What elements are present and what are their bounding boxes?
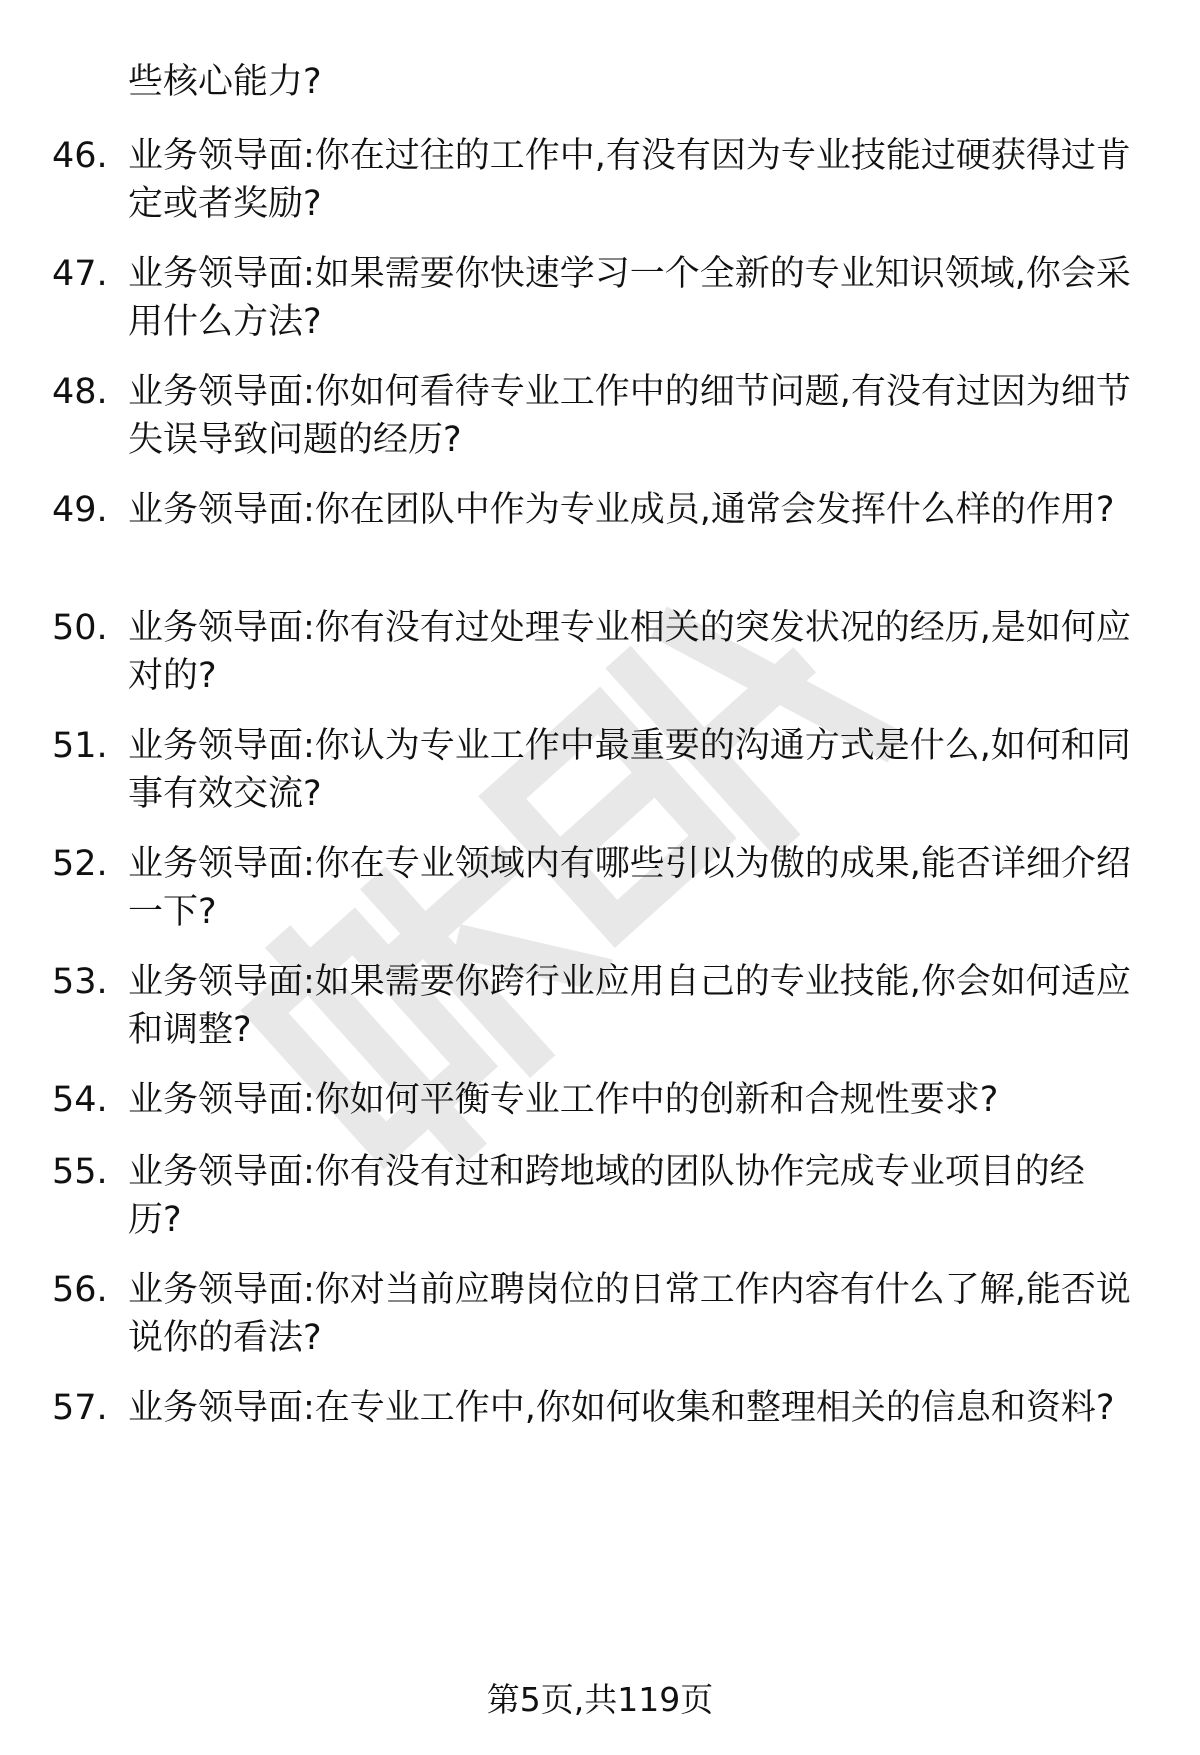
item-number: 51. xyxy=(52,726,108,766)
list-item xyxy=(0,486,1200,586)
list-item xyxy=(0,958,1200,1058)
item-number: 50. xyxy=(52,608,108,648)
item-number: 53. xyxy=(52,962,108,1002)
item-text: 业务领导面:你有没有过和跨地域的团队协作完成专业项目的经历? xyxy=(128,1152,1085,1240)
list-item xyxy=(0,1384,1200,1484)
item-number: 54. xyxy=(52,1080,108,1120)
list-item xyxy=(0,604,1200,704)
item-text: 业务领导面:你在专业领域内有哪些引以为傲的成果,能否详细介绍一下? xyxy=(128,844,1131,932)
item-number: 48. xyxy=(52,372,108,412)
item-number: 56. xyxy=(52,1270,108,1310)
page-number-footer: 第5页,共119页 xyxy=(486,1680,714,1719)
continued-text: 些核心能力? xyxy=(128,62,322,102)
list-item xyxy=(0,1148,1200,1248)
item-text: 业务领导面:如果需要你快速学习一个全新的专业知识领域,你会采用什么方法? xyxy=(128,254,1131,342)
item-number: 52. xyxy=(52,844,108,884)
list-item xyxy=(0,368,1200,468)
item-text: 业务领导面:你如何看待专业工作中的细节问题,有没有过因为细节失误导致问题的经历? xyxy=(128,372,1131,460)
item-text: 业务领导面:你在团队中作为专业成员,通常会发挥什么样的作用? xyxy=(128,490,1115,530)
item-number: 47. xyxy=(52,254,108,294)
item-text: 业务领导面:你如何平衡专业工作中的创新和合规性要求? xyxy=(128,1080,999,1120)
list-item xyxy=(0,132,1200,232)
item-text: 业务领导面:如果需要你跨行业应用自己的专业技能,你会如何适应和调整? xyxy=(128,962,1131,1050)
item-text: 业务领导面:在专业工作中,你如何收集和整理相关的信息和资料? xyxy=(128,1388,1115,1428)
item-number: 55. xyxy=(52,1152,108,1192)
item-number: 49. xyxy=(52,490,108,530)
list-item xyxy=(0,1266,1200,1366)
item-number: 57. xyxy=(52,1388,108,1428)
item-number: 46. xyxy=(52,136,108,176)
list-item xyxy=(0,250,1200,350)
list-item xyxy=(0,840,1200,940)
item-text: 业务领导面:你有没有过处理专业相关的突发状况的经历,是如何应对的? xyxy=(128,608,1131,696)
item-text: 业务领导面:你对当前应聘岗位的日常工作内容有什么了解,能否说说你的看法? xyxy=(128,1270,1131,1358)
item-text: 业务领导面:你在过往的工作中,有没有因为专业技能过硬获得过肯定或者奖励? xyxy=(128,136,1131,224)
item-text: 业务领导面:你认为专业工作中最重要的沟通方式是什么,如何和同事有效交流? xyxy=(128,726,1131,814)
list-item xyxy=(0,722,1200,822)
